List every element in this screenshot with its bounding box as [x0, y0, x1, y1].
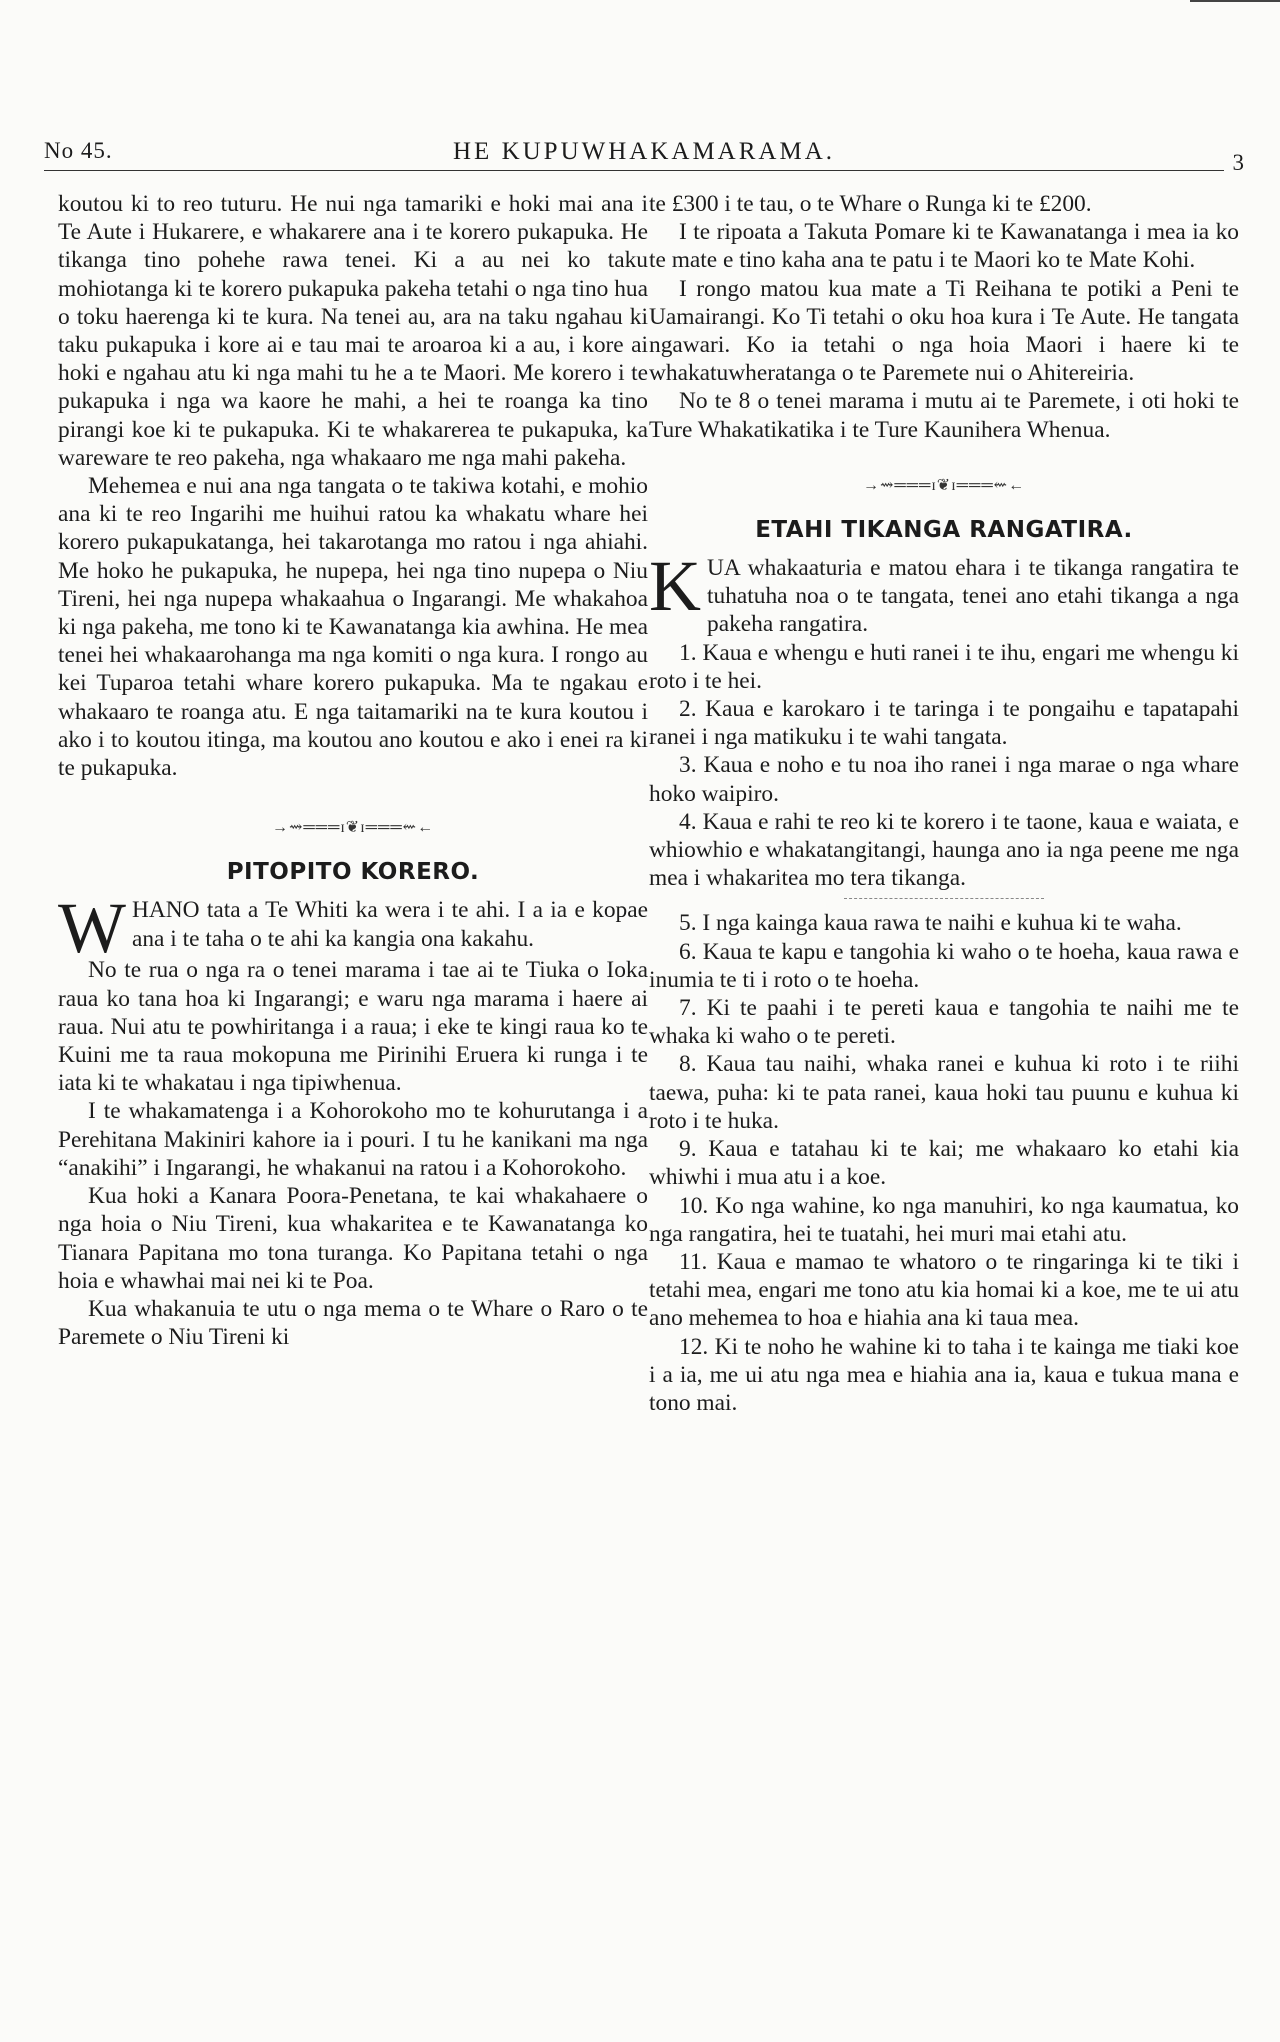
etiquette-rule: 3. Kaua e noho e tu noa iho ranei i nga marae o nga whare hoko waipiro.	[649, 752, 1239, 807]
ornament-divider: →⇝═══ɪ❦ɪ═══⇜←	[862, 476, 1026, 494]
page-header	[44, 138, 1244, 174]
news-lead-paragraph	[58, 888, 648, 969]
news-paragraph: I rongo matou kua mate a Ti Reihana te potiki a Peni te Uamairangi. Ko Ti tetahi o oku hoa kura i Te Aute. He tangata ngawari. Ko ia tetahi o nga hoia Maori i haere ki te whakatuwheratanga o te Paremete nui o Ahitereiria.	[649, 275, 1239, 387]
etiquette-rule: 6. Kaua te kapu e tangohia ki waho o te hoeha, kaua rawa e inumia te ti i roto o te hoeha.	[649, 938, 1239, 993]
etiquette-rule: 11. Kaua e mamao te whatoro o te ringaringa ki te tiki i tetahi mea, engari me tono atu kia homai ki a koe, me te ui atu ano mehemea to hoa e hiahia ana ki taua mea.	[649, 1248, 1239, 1332]
section-title: ETAHI TIKANGA RANGATIRA.	[755, 516, 1133, 543]
etiquette-rule: 8. Kaua tau naihi, whaka ranei e kuhua ki roto i te riihi taewa, puha: ki te pata ranei, kaua hoki tau puunu e kuhua ki roto i te huka.	[649, 1051, 1239, 1134]
section-title: PITOPITO KORERO.	[226, 859, 480, 886]
lead-text: HANO tata a Te Whiti ka wera i te ahi. I a ia e kopae ana i te taha o te ahi ka kangia ona kakahu.	[131, 897, 648, 952]
left-column	[58, 190, 648, 1351]
right-column	[649, 190, 1239, 1417]
ornament-divider: →⇝═══ɪ❦ɪ═══⇜←	[271, 819, 435, 837]
etiquette-rule: 1. Kaua e whengu e huti ranei i te ihu, engari me whengu ki roto i te hei.	[649, 639, 1239, 694]
news-paragraph: Kua whakanuia te utu o nga mema o te Whare o Raro o te Paremete o Niu Tireni ki	[58, 1295, 648, 1351]
news-paragraph: I te whakamatenga i a Kohorokoho mo te kohurutanga i a Perehitana Makiniri kahore ia i pouri. I tu he kanikani ma nga “anakihi” i Ingarangi, he whakanui na ratou i a Kohorokoho.	[58, 1098, 648, 1181]
drop-cap: K	[649, 546, 701, 627]
article-paragraph: koutou ki to reo tuturu. He nui nga tamariki e hoki mai ana i Te Aute i Hukarere, e whakarere ana i te korero pukapuka. He tikanga tino pohehe rawa tenei. Ki a au nei ko taku mohiotanga ki te korero pukapuka pakeha tetahi o nga tino hua o toku haerenga ki te kura. Na tenei au, ara na taku ngahau ki taku pukapuka i kore ai e tau mai te aroaroa ki a au, i kore ai hoki e ngahau atu ki nga mahi tu he a te Maori. Me korero i te pukapuka i nga wa kaore he mahi, a hei te roanga ka tino pirangi koe ki te pukapuka. Ki te whakarerea te pukapuka, ka wareware te reo pakeha, nga whakaaro me nga mahi pakeha.	[58, 191, 648, 471]
etiquette-rule: 2. Kaua e karokaro i te taringa i te pongaihu e tapatapahi ranei i nga matikuku i te wahi tangata.	[649, 696, 1239, 751]
corner-mark	[1190, 0, 1280, 2]
etiquette-rule: 10. Ko nga wahine, ko nga manuhiri, ko nga kaumatua, ko nga rangatira, hei te tuatahi, hei muri mai etahi atu.	[649, 1192, 1239, 1247]
news-paragraph: I te ripoata a Takuta Pomare ki te Kawanatanga i mea ia ko te mate e tino kaha ana te patu i te Maori ko te Mate Kohi.	[649, 219, 1239, 274]
issue-number: No 45.	[44, 138, 113, 163]
news-paragraph: No te rua o nga ra o tenei marama i tae ai te Tiuka o Ioka raua ko tana hoa ki Ingarangi; e waru nga marama i haere ai raua. Nui atu te powhiritanga i a raua; i eke te kingi raua ko te Kuini me ta raua mokopuna me Pirinihi Eruera ki runga i te iata ki te whakatau i nga tipiwhenua.	[58, 957, 648, 1097]
news-paragraph: No te 8 o tenei marama i mutu ai te Paremete, i oti hoki te Ture Whakatikatika i te Ture Kaunihera Whenua.	[649, 388, 1239, 443]
section-break	[844, 898, 1044, 899]
etiquette-rule: 9. Kaua e tatahau ki te kai; me whakaaro ko etahi kia whiwhi i mua atu i a koe.	[649, 1136, 1239, 1191]
news-paragraph: Kua hoki a Kanara Poora-Penetana, te kai whakahaere o nga hoia o Niu Tireni, kua whakaritea e te Kawanatanga ko Tianara Papitana mo tona turanga. Ko Papitana tetahi o nga hoia e whawhai mai nei ki te Poa.	[58, 1183, 648, 1294]
etiquette-rule: 7. Ki te paahi i te pereti kaua e tangohia te naihi me te whaka ki waho o te pereti.	[649, 995, 1239, 1050]
etiquette-rule: 4. Kaua e rahi te reo ki te korero i te taone, kaua e waiata, e whiowhio e whakatangitangi, haunga ano ia nga peene me nga mea i whakaritea mo tera tikanga.	[649, 808, 1239, 892]
etiquette-intro	[649, 546, 1239, 639]
intro-text: UA whakaaturia e matou ehara i te tikanga rangatira te tuhatuha noa o te tangata, tenei ano etahi tikanga a nga pakeha rangatira.	[707, 555, 1239, 638]
article-paragraph: Mehemea e nui ana nga tangata o te takiwa kotahi, e mohio ana ki te reo Ingarihi me huihui ratou ka whakatu whare hei korero pukapukatanga, hei takarotanga mo ratou i nga ahiahi. Me hoko he pukapuka, he nupepa, hei nga tino nupepa o Niu Tireni, hei nga nupepa whakaahua o Ingarangi. Me whakahoa ki nga pakeha, me tono ki te Kawanatanga kia awhina. He mea tenei hei whakaarohanga ma nga komiti o nga kura. I rongo au kei Tuparoa tetahi whare korero pukapuka. Ma te ngakau e whakaaro te roanga atu. E nga taitamariki na te kura koutou i ako i to koutou itinga, ma koutou ano koutou e ako i enei ra ki te pukapuka.	[58, 473, 648, 782]
etiquette-rule: 5. I nga kainga kaua rawa te naihi e kuhua ki te waha.	[679, 910, 1182, 937]
news-paragraph: te £300 i te tau, o te Whare o Runga ki te £200.	[649, 191, 1092, 217]
page-number: 3	[1232, 150, 1244, 175]
etiquette-rule: 12. Ki te noho he wahine ki to taha i te kainga me tiaki koe i a ia, me ui atu nga mea e hiahia ana ia, kaua e tukua mana e tono mai.	[649, 1333, 1239, 1416]
drop-cap: W	[58, 888, 126, 969]
newspaper-title: HE KUPUWHAKAMARAMA.	[453, 138, 835, 165]
header-rule	[44, 170, 1224, 171]
